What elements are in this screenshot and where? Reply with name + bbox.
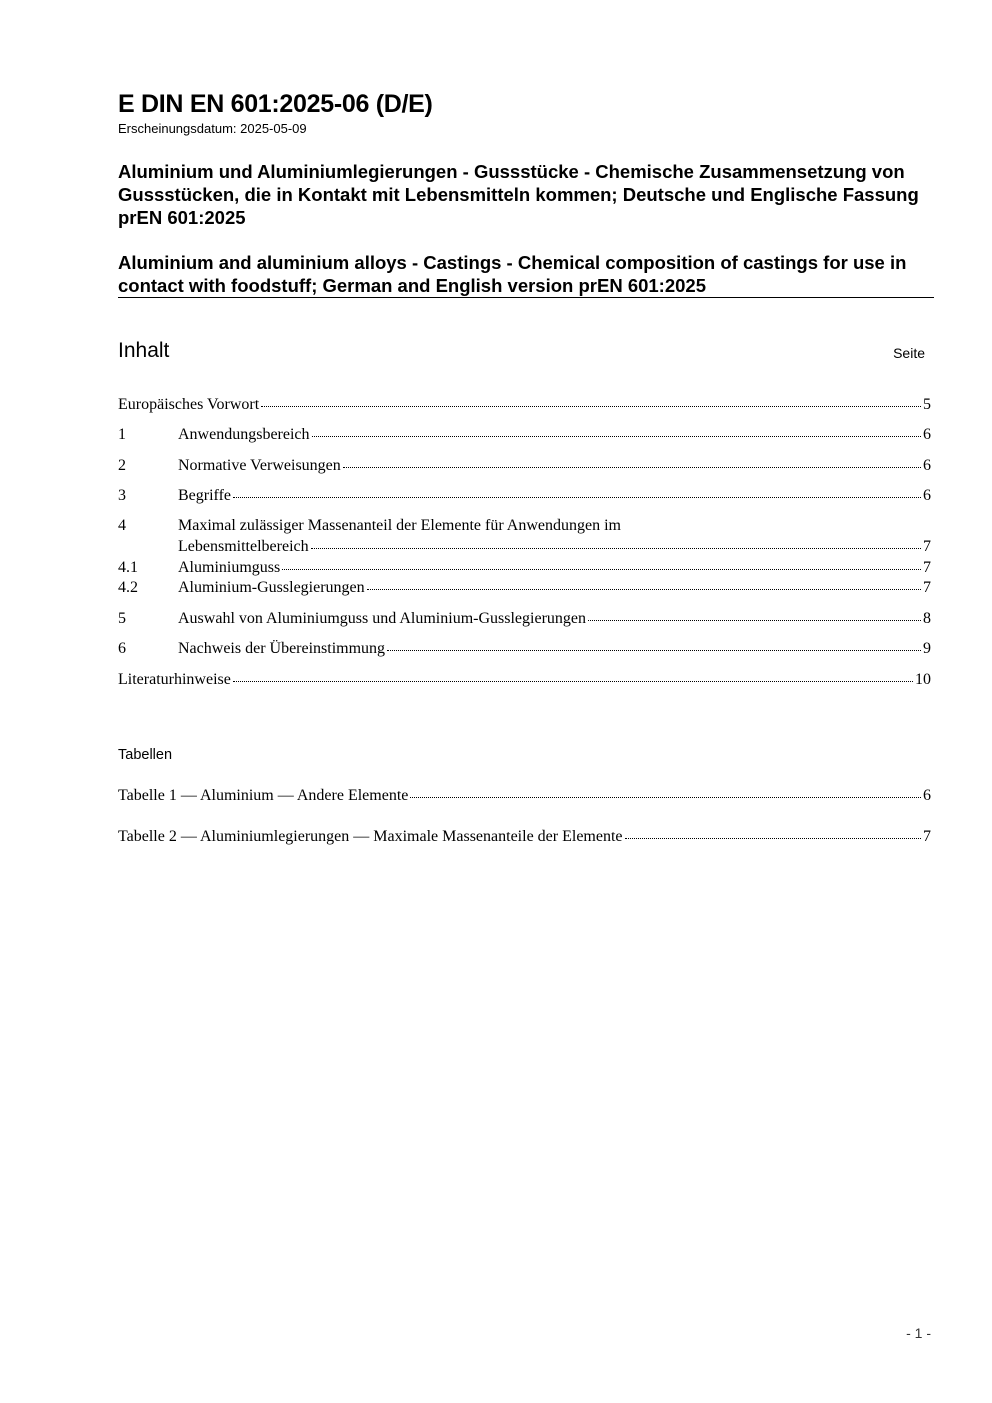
toc-leader-dots <box>282 555 921 570</box>
toc-entry-page: 8 <box>923 610 931 627</box>
toc-leader-dots <box>261 392 921 407</box>
toc-entry-title: Literaturhinweise <box>118 671 231 688</box>
toc-leader-dots <box>311 534 921 549</box>
toc-entry-number: 4.2 <box>118 579 138 596</box>
toc-leader-dots <box>625 824 921 839</box>
toc-entry-title: Normative Verweisungen <box>178 457 341 474</box>
toc-entry-title: Europäisches Vorwort <box>118 396 260 413</box>
toc-entry-page: 6 <box>923 457 931 474</box>
toc-leader-dots <box>588 606 921 621</box>
toc-leader-dots <box>312 422 921 437</box>
publication-date: Erscheinungsdatum: 2025-05-09 <box>118 121 307 136</box>
title-german: Aluminium und Aluminiumlegierungen - Gussstücke - Chemische Zusammensetzung von Gussstücken, die in Kontakt mit Lebensmitteln kommen; Deutsche und Englische Fassung prEN 601:2025 <box>118 161 919 228</box>
toc-leader-dots <box>233 483 921 498</box>
title-english: Aluminium and aluminium alloys - Castings - Chemical composition of castings for use in contact with foodstuff; German and English version prEN 601:2025 <box>118 252 907 296</box>
toc-entry-bibliography[interactable] <box>118 669 931 689</box>
toc-entry-4-line1[interactable] <box>118 516 621 536</box>
toc-entry-number: 1 <box>118 426 126 443</box>
tables-heading: Tabellen <box>118 747 173 763</box>
toc-entry-4-1[interactable] <box>118 557 931 577</box>
table-list-entry-title: Tabelle 2 — Aluminiumlegierungen — Maximale Massenanteile der Elemente <box>118 828 623 845</box>
toc-entry-page: 5 <box>923 396 931 413</box>
toc-entry-4-2[interactable] <box>118 577 931 597</box>
toc-leader-dots <box>343 453 921 468</box>
toc-entry-title: Aluminium-Gusslegierungen <box>178 579 365 596</box>
toc-leader-dots <box>387 636 921 651</box>
toc-entry-2[interactable] <box>118 455 931 475</box>
toc-entry-page: 7 <box>923 559 931 576</box>
table-list-entry-2[interactable] <box>118 826 931 846</box>
toc-entry-number: 5 <box>118 610 126 627</box>
toc-entry-title: Lebensmittelbereich <box>178 538 309 555</box>
toc-heading: Inhalt <box>118 339 170 362</box>
toc-entry-5[interactable] <box>118 608 931 628</box>
toc-entry-page: 7 <box>923 538 931 555</box>
toc-leader-dots <box>233 667 913 682</box>
toc-entry-title: Begriffe <box>178 487 232 504</box>
table-list-entry-1[interactable] <box>118 785 931 805</box>
toc-entry-page: 9 <box>923 640 931 657</box>
title-divider <box>118 297 934 298</box>
table-list-entry-page: 7 <box>923 828 931 845</box>
toc-entry-3[interactable] <box>118 485 931 505</box>
toc-entry-page: 7 <box>923 579 931 596</box>
toc-leader-dots <box>367 575 921 590</box>
toc-entry-6[interactable] <box>118 638 931 658</box>
toc-entry-page: 6 <box>923 487 931 504</box>
toc-leader-dots <box>410 783 921 798</box>
toc-entry-title: Auswahl von Aluminiumguss und Aluminium-Gusslegierungen <box>178 610 586 627</box>
table-list-entry-page: 6 <box>923 787 931 804</box>
toc-entry-1[interactable] <box>118 424 931 444</box>
toc-entry-title-line1: Maximal zulässiger Massenanteil der Elemente für Anwendungen im <box>178 517 621 534</box>
table-list-entry-title: Tabelle 1 — Aluminium — Andere Elemente <box>118 787 409 804</box>
toc-entry-4[interactable] <box>118 536 931 556</box>
toc-entry-number: 3 <box>118 487 126 504</box>
page-number: - 1 - <box>906 1325 931 1341</box>
toc-entry-number: 2 <box>118 457 126 474</box>
toc-entry-page: 6 <box>923 426 931 443</box>
document-id: E DIN EN 601:2025-06 (D/E) <box>118 90 433 118</box>
toc-entry-number: 6 <box>118 640 126 657</box>
toc-entry-number: 4.1 <box>118 559 138 576</box>
toc-entry-title: Aluminiumguss <box>178 559 281 576</box>
toc-entry-title: Anwendungsbereich <box>178 426 310 443</box>
toc-page-label: Seite <box>893 345 925 361</box>
toc-entry-number: 4 <box>118 517 126 534</box>
toc-entry-title: Nachweis der Übereinstimmung <box>178 640 386 657</box>
toc-entry-foreword[interactable] <box>118 394 931 414</box>
toc-entry-page: 10 <box>915 671 931 688</box>
